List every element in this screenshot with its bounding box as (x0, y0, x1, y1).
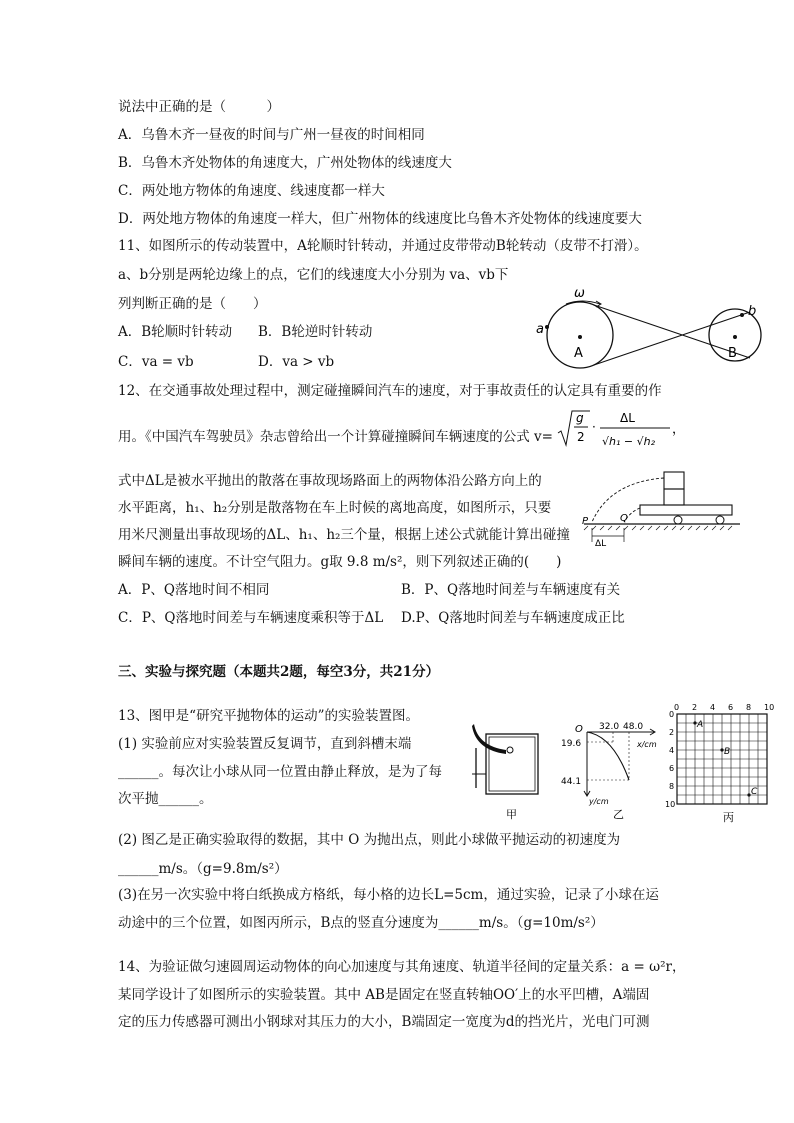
q10-option-c: C．两处地方物体的角速度、线速度都一样大 (118, 183, 385, 199)
y-tick-label: 8 (669, 782, 675, 791)
q12-option-c: C．P、Q落地时间差与车辆速度乘积等于ΔL (118, 610, 384, 626)
q12-option-a: A．P、Q落地时间不相同 (118, 582, 270, 598)
q11-option-d: D．va > vb (258, 354, 335, 370)
q14-line1: 14、为验证做匀速圆周运动物体的向心加速度与其角速度、轨道半径间的定量关系：a = ω²r， (118, 959, 686, 975)
point-p-label: P (582, 516, 589, 527)
formula-delta-l: ΔL (620, 411, 635, 425)
point-b-label: B (724, 747, 731, 757)
q14-line2: 某同学设计了如图所示的实验装置。其中 AB是固定在竖直转轴OO′上的水平凹槽，A端固 (118, 987, 650, 1003)
figure-yi-trajectory (555, 718, 660, 823)
y-value-1: 19.6 (561, 739, 582, 749)
y-tick-label: 0 (669, 710, 675, 719)
q13-line1: 13、图甲是“研究平抛物体的运动”的实验装置图。 (118, 708, 419, 724)
q13-line5: (2) 图乙是正确实验取得的数据，其中 O 为抛出点，则此小球做平抛运动的初速度为 (118, 832, 621, 848)
x-tick-label: 0 (674, 703, 680, 712)
q10-option-b: B．乌鲁木齐处物体的角速度大，广州处物体的线速度大 (118, 155, 452, 171)
figure-yi-caption: 乙 (613, 808, 624, 821)
q10-stem: 说法中正确的是（ ） (118, 99, 280, 115)
q13-line4: 次平抛______。 (118, 791, 213, 807)
speed-formula (556, 405, 686, 457)
q13-line8: 动途中的三个位置，如图丙所示，B点的竖直分速度为______m/s。（g=10m/s²） (118, 915, 604, 931)
q12-line1: 12、在交通事故处理过程中，测定碰撞瞬间汽车的速度，对于事故责任的认定具有重要的作 (118, 383, 662, 399)
y-tick-label: 2 (669, 728, 675, 737)
y-value-2: 44.1 (561, 777, 582, 787)
x-tick-label: 10 (764, 703, 775, 712)
q13-line7: (3)在另一次实验中将白纸换成方格纸，每小格的边长L=5cm，通过实验，记录了小球在运 (118, 887, 659, 903)
q11-line3: 列判断正确的是（ ） (118, 296, 267, 312)
x-value-2: 48.0 (623, 722, 644, 732)
point-c-label: C (751, 787, 758, 797)
wheel-b-label: B (728, 346, 737, 361)
section3-heading: 三、实验与探究题（本题共2题，每空3分，共21分） (118, 664, 440, 680)
omega-label: ω (574, 286, 585, 301)
formula-g: g (576, 411, 584, 425)
delta-l-label: ΔL (595, 539, 607, 548)
origin-o-label: O (575, 724, 583, 735)
y-tick-label: 4 (669, 746, 675, 755)
figure-jia-apparatus (468, 718, 548, 823)
x-tick-label: 6 (728, 703, 734, 712)
q12-option-b: B．P、Q落地时间差与车辆速度有关 (401, 582, 621, 598)
q12-option-d: D.P、Q落地时间差与车辆速度成正比 (401, 610, 625, 626)
y-tick-label: 10 (665, 800, 676, 809)
q13-line2: (1) 实验前应对实验装置反复调节，直到斜槽末端 (118, 736, 412, 752)
q10-option-a: A．乌鲁木齐一昼夜的时间与广州一昼夜的时间相同 (118, 127, 425, 143)
x-tick-label: 8 (746, 703, 752, 712)
belt-drive-figure (530, 282, 780, 377)
figure-bing-caption: 丙 (723, 811, 734, 823)
formula-two: 2 (577, 430, 585, 444)
q11-option-b: B．B轮逆时针转动 (258, 324, 373, 340)
y-tick-label: 6 (669, 764, 675, 773)
q10-option-d: D．两处地方物体的角速度一样大，但广州物体的线速度比乌鲁木齐处物体的线速度要大 (118, 211, 642, 227)
formula-denominator: √h₁ − √h₂ (602, 435, 655, 448)
figure-jia-caption: 甲 (506, 808, 517, 821)
formula-comma: ， (672, 422, 686, 437)
point-b-label: b (748, 304, 757, 319)
point-a-label: a (536, 322, 544, 337)
point-a-label: A (697, 720, 704, 730)
truck-accident-figure (580, 470, 742, 548)
x-axis-unit: x/cm (637, 740, 657, 749)
formula-dot: · (592, 420, 596, 434)
q12-line3: 式中ΔL是被水平抛出的散落在事故现场路面上的两物体沿公路方向上的 (118, 473, 542, 489)
q11-option-c: C．va = vb (118, 354, 194, 370)
q11-line2: a、b分别是两轮边缘上的点，它们的线速度大小分别为 va、vb下 (118, 267, 509, 283)
y-axis-unit: y/cm (589, 797, 609, 806)
q12-line6: 瞬间车辆的速度。不计空气阻力。g取 9.8 m/s²，则下列叙述正确的( ) (118, 554, 562, 570)
q12-line4: 水平距离，h₁、h₂分别是散落物在车上时候的离地高度，如图所示，只要 (118, 500, 552, 516)
wheel-a-label: A (574, 346, 583, 361)
x-tick-label: 2 (692, 703, 698, 712)
q13-line3: ______。每次让小球从同一位置由静止释放，是为了每 (118, 764, 442, 780)
figure-bing-grid (663, 700, 775, 823)
x-tick-label: 4 (710, 703, 716, 712)
q13-line6: ______m/s。（g=9.8m/s²） (118, 861, 288, 877)
q11-option-a: A．B轮顺时针转动 (118, 324, 233, 340)
q11-line1: 11、如图所示的传动装置中，A轮顺时针转动，并通过皮带带动B轮转动（皮带不打滑）。 (118, 238, 648, 254)
q12-line2: 用。《中国汽车驾驶员》杂志曾给出一个计算碰撞瞬间车辆速度的公式 v= (118, 429, 553, 445)
q14-line3: 定的压力传感器可测出小钢球对其压力的大小，B端固定一宽度为d的挡光片，光电门可测 (118, 1014, 650, 1030)
q12-line5: 用米尺测量出事故现场的ΔL、h₁、h₂三个量，根据上述公式就能计算出碰撞 (118, 527, 570, 543)
point-q-label: Q (620, 513, 628, 524)
x-value-1: 32.0 (599, 722, 620, 732)
